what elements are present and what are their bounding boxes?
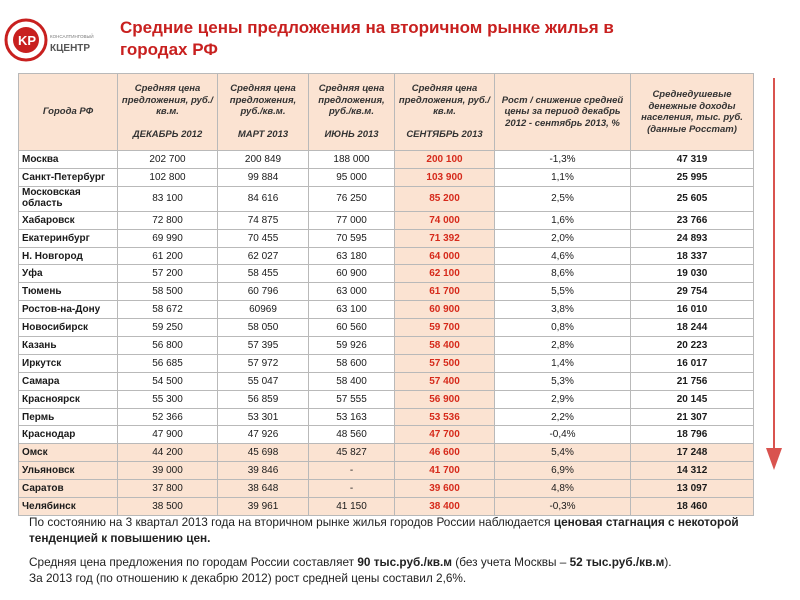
income-cell: 20 145 bbox=[631, 390, 754, 408]
price-table bbox=[18, 73, 754, 516]
city-cell: Челябинск bbox=[19, 498, 118, 516]
dec-price-cell: 44 200 bbox=[118, 444, 218, 462]
sep-price-cell: 57 400 bbox=[395, 372, 495, 390]
jun-price-cell: 63 000 bbox=[309, 283, 395, 301]
table-row bbox=[19, 247, 754, 265]
income-cell: 23 766 bbox=[631, 211, 754, 229]
jun-price-cell: - bbox=[309, 462, 395, 480]
column-header: Среднедушевые денежные доходы населения, тыс. руб. (данные Росстат) bbox=[631, 74, 754, 151]
sep-price-cell: 47 700 bbox=[395, 426, 495, 444]
jun-price-cell: 57 555 bbox=[309, 390, 395, 408]
income-cell: 25 605 bbox=[631, 186, 754, 211]
mar-price-cell: 53 301 bbox=[218, 408, 309, 426]
jun-price-cell: 60 560 bbox=[309, 319, 395, 337]
mar-price-cell: 38 648 bbox=[218, 480, 309, 498]
page-title: Средние цены предложения на вторичном рынке жилья в городах РФ bbox=[120, 18, 614, 59]
city-cell: Московская область bbox=[19, 186, 118, 211]
jun-price-cell: 77 000 bbox=[309, 211, 395, 229]
city-cell: Новосибирск bbox=[19, 319, 118, 337]
dec-price-cell: 57 200 bbox=[118, 265, 218, 283]
mar-price-cell: 56 859 bbox=[218, 390, 309, 408]
table-row bbox=[19, 390, 754, 408]
sep-price-cell: 74 000 bbox=[395, 211, 495, 229]
mar-price-cell: 58 050 bbox=[218, 319, 309, 337]
column-header: Средняя цена предложения, руб./кв.м. ИЮНЬ 2013 bbox=[309, 74, 395, 151]
column-header: Рост / снижение средней цены за период декабрь 2012 - сентябрь 2013, % bbox=[495, 74, 631, 151]
table-row bbox=[19, 186, 754, 211]
change-cell: 2,0% bbox=[495, 229, 631, 247]
table-row bbox=[19, 372, 754, 390]
change-cell: 8,6% bbox=[495, 265, 631, 283]
jun-price-cell: 58 400 bbox=[309, 372, 395, 390]
company-logo bbox=[4, 14, 106, 66]
change-cell: 4,6% bbox=[495, 247, 631, 265]
note-text: (без учета Москвы – bbox=[452, 555, 570, 569]
income-cell: 17 248 bbox=[631, 444, 754, 462]
note-paragraph-1 bbox=[29, 514, 771, 546]
income-cell: 18 244 bbox=[631, 319, 754, 337]
city-cell: Москва bbox=[19, 151, 118, 169]
city-cell: Омск bbox=[19, 444, 118, 462]
mar-price-cell: 57 972 bbox=[218, 354, 309, 372]
mar-price-cell: 39 846 bbox=[218, 462, 309, 480]
dec-price-cell: 55 300 bbox=[118, 390, 218, 408]
note-text: По состоянию на 3 квартал 2013 года на вторичном рынке жилья городов России наблюдается bbox=[29, 515, 554, 529]
jun-price-cell: 41 150 bbox=[309, 498, 395, 516]
column-header: Средняя цена предложения, руб./кв.м. СЕНТЯБРЬ 2013 bbox=[395, 74, 495, 151]
dec-price-cell: 47 900 bbox=[118, 426, 218, 444]
table-row bbox=[19, 151, 754, 169]
income-cell: 47 319 bbox=[631, 151, 754, 169]
city-cell: Пермь bbox=[19, 408, 118, 426]
city-cell: Тюмень bbox=[19, 283, 118, 301]
table-body bbox=[19, 151, 754, 516]
change-cell: 1,1% bbox=[495, 168, 631, 186]
table-row bbox=[19, 408, 754, 426]
income-cell: 19 030 bbox=[631, 265, 754, 283]
income-cell: 18 460 bbox=[631, 498, 754, 516]
change-cell: 2,9% bbox=[495, 390, 631, 408]
table-header-row bbox=[19, 74, 754, 151]
jun-price-cell: 59 926 bbox=[309, 337, 395, 355]
dec-price-cell: 37 800 bbox=[118, 480, 218, 498]
table-row bbox=[19, 498, 754, 516]
note-emphasis: 90 тыс.руб./кв.м bbox=[357, 555, 453, 569]
income-cell: 14 312 bbox=[631, 462, 754, 480]
dec-price-cell: 72 800 bbox=[118, 211, 218, 229]
note-text: ). bbox=[664, 555, 672, 569]
city-cell: Казань bbox=[19, 337, 118, 355]
logo-small-text: КОНСАЛТИНГОВЫЙ bbox=[50, 34, 94, 39]
column-header: Средняя цена предложения, руб./кв.м. МАРТ 2013 bbox=[218, 74, 309, 151]
jun-price-cell: 63 180 bbox=[309, 247, 395, 265]
income-cell: 18 337 bbox=[631, 247, 754, 265]
income-cell: 20 223 bbox=[631, 337, 754, 355]
mar-price-cell: 57 395 bbox=[218, 337, 309, 355]
logo-text: КЦЕНТР bbox=[50, 43, 91, 54]
sep-price-cell: 46 600 bbox=[395, 444, 495, 462]
city-cell: Н. Новгород bbox=[19, 247, 118, 265]
mar-price-cell: 60 796 bbox=[218, 283, 309, 301]
dec-price-cell: 39 000 bbox=[118, 462, 218, 480]
income-cell: 16 010 bbox=[631, 301, 754, 319]
mar-price-cell: 99 884 bbox=[218, 168, 309, 186]
mar-price-cell: 45 698 bbox=[218, 444, 309, 462]
jun-price-cell: 63 100 bbox=[309, 301, 395, 319]
dec-price-cell: 102 800 bbox=[118, 168, 218, 186]
table-row bbox=[19, 319, 754, 337]
sep-price-cell: 38 400 bbox=[395, 498, 495, 516]
change-cell: 6,9% bbox=[495, 462, 631, 480]
note-text: Средняя цена предложения по городам России составляет bbox=[29, 555, 358, 569]
mar-price-cell: 62 027 bbox=[218, 247, 309, 265]
income-cell: 24 893 bbox=[631, 229, 754, 247]
change-cell: 0,8% bbox=[495, 319, 631, 337]
sep-price-cell: 60 900 bbox=[395, 301, 495, 319]
change-cell: -0,3% bbox=[495, 498, 631, 516]
change-cell: 1,6% bbox=[495, 211, 631, 229]
change-cell: 5,3% bbox=[495, 372, 631, 390]
mar-price-cell: 74 875 bbox=[218, 211, 309, 229]
sep-price-cell: 71 392 bbox=[395, 229, 495, 247]
sep-price-cell: 56 900 bbox=[395, 390, 495, 408]
city-cell: Иркутск bbox=[19, 354, 118, 372]
city-cell: Краснодар bbox=[19, 426, 118, 444]
city-cell: Уфа bbox=[19, 265, 118, 283]
income-cell: 25 995 bbox=[631, 168, 754, 186]
city-cell: Ульяновск bbox=[19, 462, 118, 480]
sep-price-cell: 41 700 bbox=[395, 462, 495, 480]
jun-price-cell: - bbox=[309, 480, 395, 498]
income-cell: 13 097 bbox=[631, 480, 754, 498]
sep-price-cell: 59 700 bbox=[395, 319, 495, 337]
sep-price-cell: 85 200 bbox=[395, 186, 495, 211]
change-cell: 2,5% bbox=[495, 186, 631, 211]
column-header: Города РФ bbox=[19, 74, 118, 151]
income-cell: 21 307 bbox=[631, 408, 754, 426]
city-cell: Хабаровск bbox=[19, 211, 118, 229]
city-cell: Санкт-Петербург bbox=[19, 168, 118, 186]
dec-price-cell: 58 500 bbox=[118, 283, 218, 301]
note-emphasis: 52 тыс.руб./кв.м bbox=[569, 555, 665, 569]
sep-price-cell: 64 000 bbox=[395, 247, 495, 265]
mar-price-cell: 70 455 bbox=[218, 229, 309, 247]
table-row bbox=[19, 354, 754, 372]
sep-price-cell: 61 700 bbox=[395, 283, 495, 301]
jun-price-cell: 53 163 bbox=[309, 408, 395, 426]
table-row bbox=[19, 211, 754, 229]
dec-price-cell: 59 250 bbox=[118, 319, 218, 337]
city-cell: Екатеринбург bbox=[19, 229, 118, 247]
dec-price-cell: 56 685 bbox=[118, 354, 218, 372]
jun-price-cell: 60 900 bbox=[309, 265, 395, 283]
mar-price-cell: 200 849 bbox=[218, 151, 309, 169]
change-cell: -1,3% bbox=[495, 151, 631, 169]
table-row bbox=[19, 265, 754, 283]
sep-price-cell: 58 400 bbox=[395, 337, 495, 355]
column-header: Средняя цена предложения, руб./кв.м. ДЕКАБРЬ 2012 bbox=[118, 74, 218, 151]
down-arrow-icon bbox=[762, 76, 786, 472]
jun-price-cell: 70 595 bbox=[309, 229, 395, 247]
dec-price-cell: 58 672 bbox=[118, 301, 218, 319]
income-cell: 29 754 bbox=[631, 283, 754, 301]
sep-price-cell: 200 100 bbox=[395, 151, 495, 169]
table-row bbox=[19, 426, 754, 444]
dec-price-cell: 52 366 bbox=[118, 408, 218, 426]
jun-price-cell: 188 000 bbox=[309, 151, 395, 169]
mar-price-cell: 58 455 bbox=[218, 265, 309, 283]
svg-text:KP: KP bbox=[18, 33, 37, 48]
change-cell: 5,4% bbox=[495, 444, 631, 462]
jun-price-cell: 45 827 bbox=[309, 444, 395, 462]
sep-price-cell: 39 600 bbox=[395, 480, 495, 498]
mar-price-cell: 84 616 bbox=[218, 186, 309, 211]
table-row bbox=[19, 480, 754, 498]
dec-price-cell: 54 500 bbox=[118, 372, 218, 390]
sep-price-cell: 62 100 bbox=[395, 265, 495, 283]
notes-block bbox=[29, 514, 771, 594]
change-cell: -0,4% bbox=[495, 426, 631, 444]
income-cell: 18 796 bbox=[631, 426, 754, 444]
dec-price-cell: 61 200 bbox=[118, 247, 218, 265]
dec-price-cell: 56 800 bbox=[118, 337, 218, 355]
jun-price-cell: 58 600 bbox=[309, 354, 395, 372]
mar-price-cell: 39 961 bbox=[218, 498, 309, 516]
change-cell: 2,2% bbox=[495, 408, 631, 426]
note-text: За 2013 год (по отношению к декабрю 2012) рост средней цены составил 2,6%. bbox=[29, 571, 467, 585]
jun-price-cell: 95 000 bbox=[309, 168, 395, 186]
note-emphasis: ценовая стагнация с некоторой тенденцией к повышению цен. bbox=[29, 515, 739, 545]
table-row bbox=[19, 337, 754, 355]
change-cell: 2,8% bbox=[495, 337, 631, 355]
mar-price-cell: 55 047 bbox=[218, 372, 309, 390]
sep-price-cell: 57 500 bbox=[395, 354, 495, 372]
sep-price-cell: 53 536 bbox=[395, 408, 495, 426]
city-cell: Красноярск bbox=[19, 390, 118, 408]
change-cell: 5,5% bbox=[495, 283, 631, 301]
table-row bbox=[19, 168, 754, 186]
dec-price-cell: 202 700 bbox=[118, 151, 218, 169]
income-cell: 21 756 bbox=[631, 372, 754, 390]
city-cell: Ростов-на-Дону bbox=[19, 301, 118, 319]
change-cell: 4,8% bbox=[495, 480, 631, 498]
table-row bbox=[19, 229, 754, 247]
jun-price-cell: 76 250 bbox=[309, 186, 395, 211]
mar-price-cell: 60969 bbox=[218, 301, 309, 319]
table-row bbox=[19, 462, 754, 480]
table-row bbox=[19, 283, 754, 301]
city-cell: Самара bbox=[19, 372, 118, 390]
sep-price-cell: 103 900 bbox=[395, 168, 495, 186]
dec-price-cell: 83 100 bbox=[118, 186, 218, 211]
dec-price-cell: 69 990 bbox=[118, 229, 218, 247]
income-cell: 16 017 bbox=[631, 354, 754, 372]
note-paragraph-2 bbox=[29, 554, 771, 586]
dec-price-cell: 38 500 bbox=[118, 498, 218, 516]
price-table-container bbox=[18, 73, 753, 516]
table-row bbox=[19, 444, 754, 462]
mar-price-cell: 47 926 bbox=[218, 426, 309, 444]
change-cell: 3,8% bbox=[495, 301, 631, 319]
change-cell: 1,4% bbox=[495, 354, 631, 372]
table-row bbox=[19, 301, 754, 319]
city-cell: Саратов bbox=[19, 480, 118, 498]
jun-price-cell: 48 560 bbox=[309, 426, 395, 444]
